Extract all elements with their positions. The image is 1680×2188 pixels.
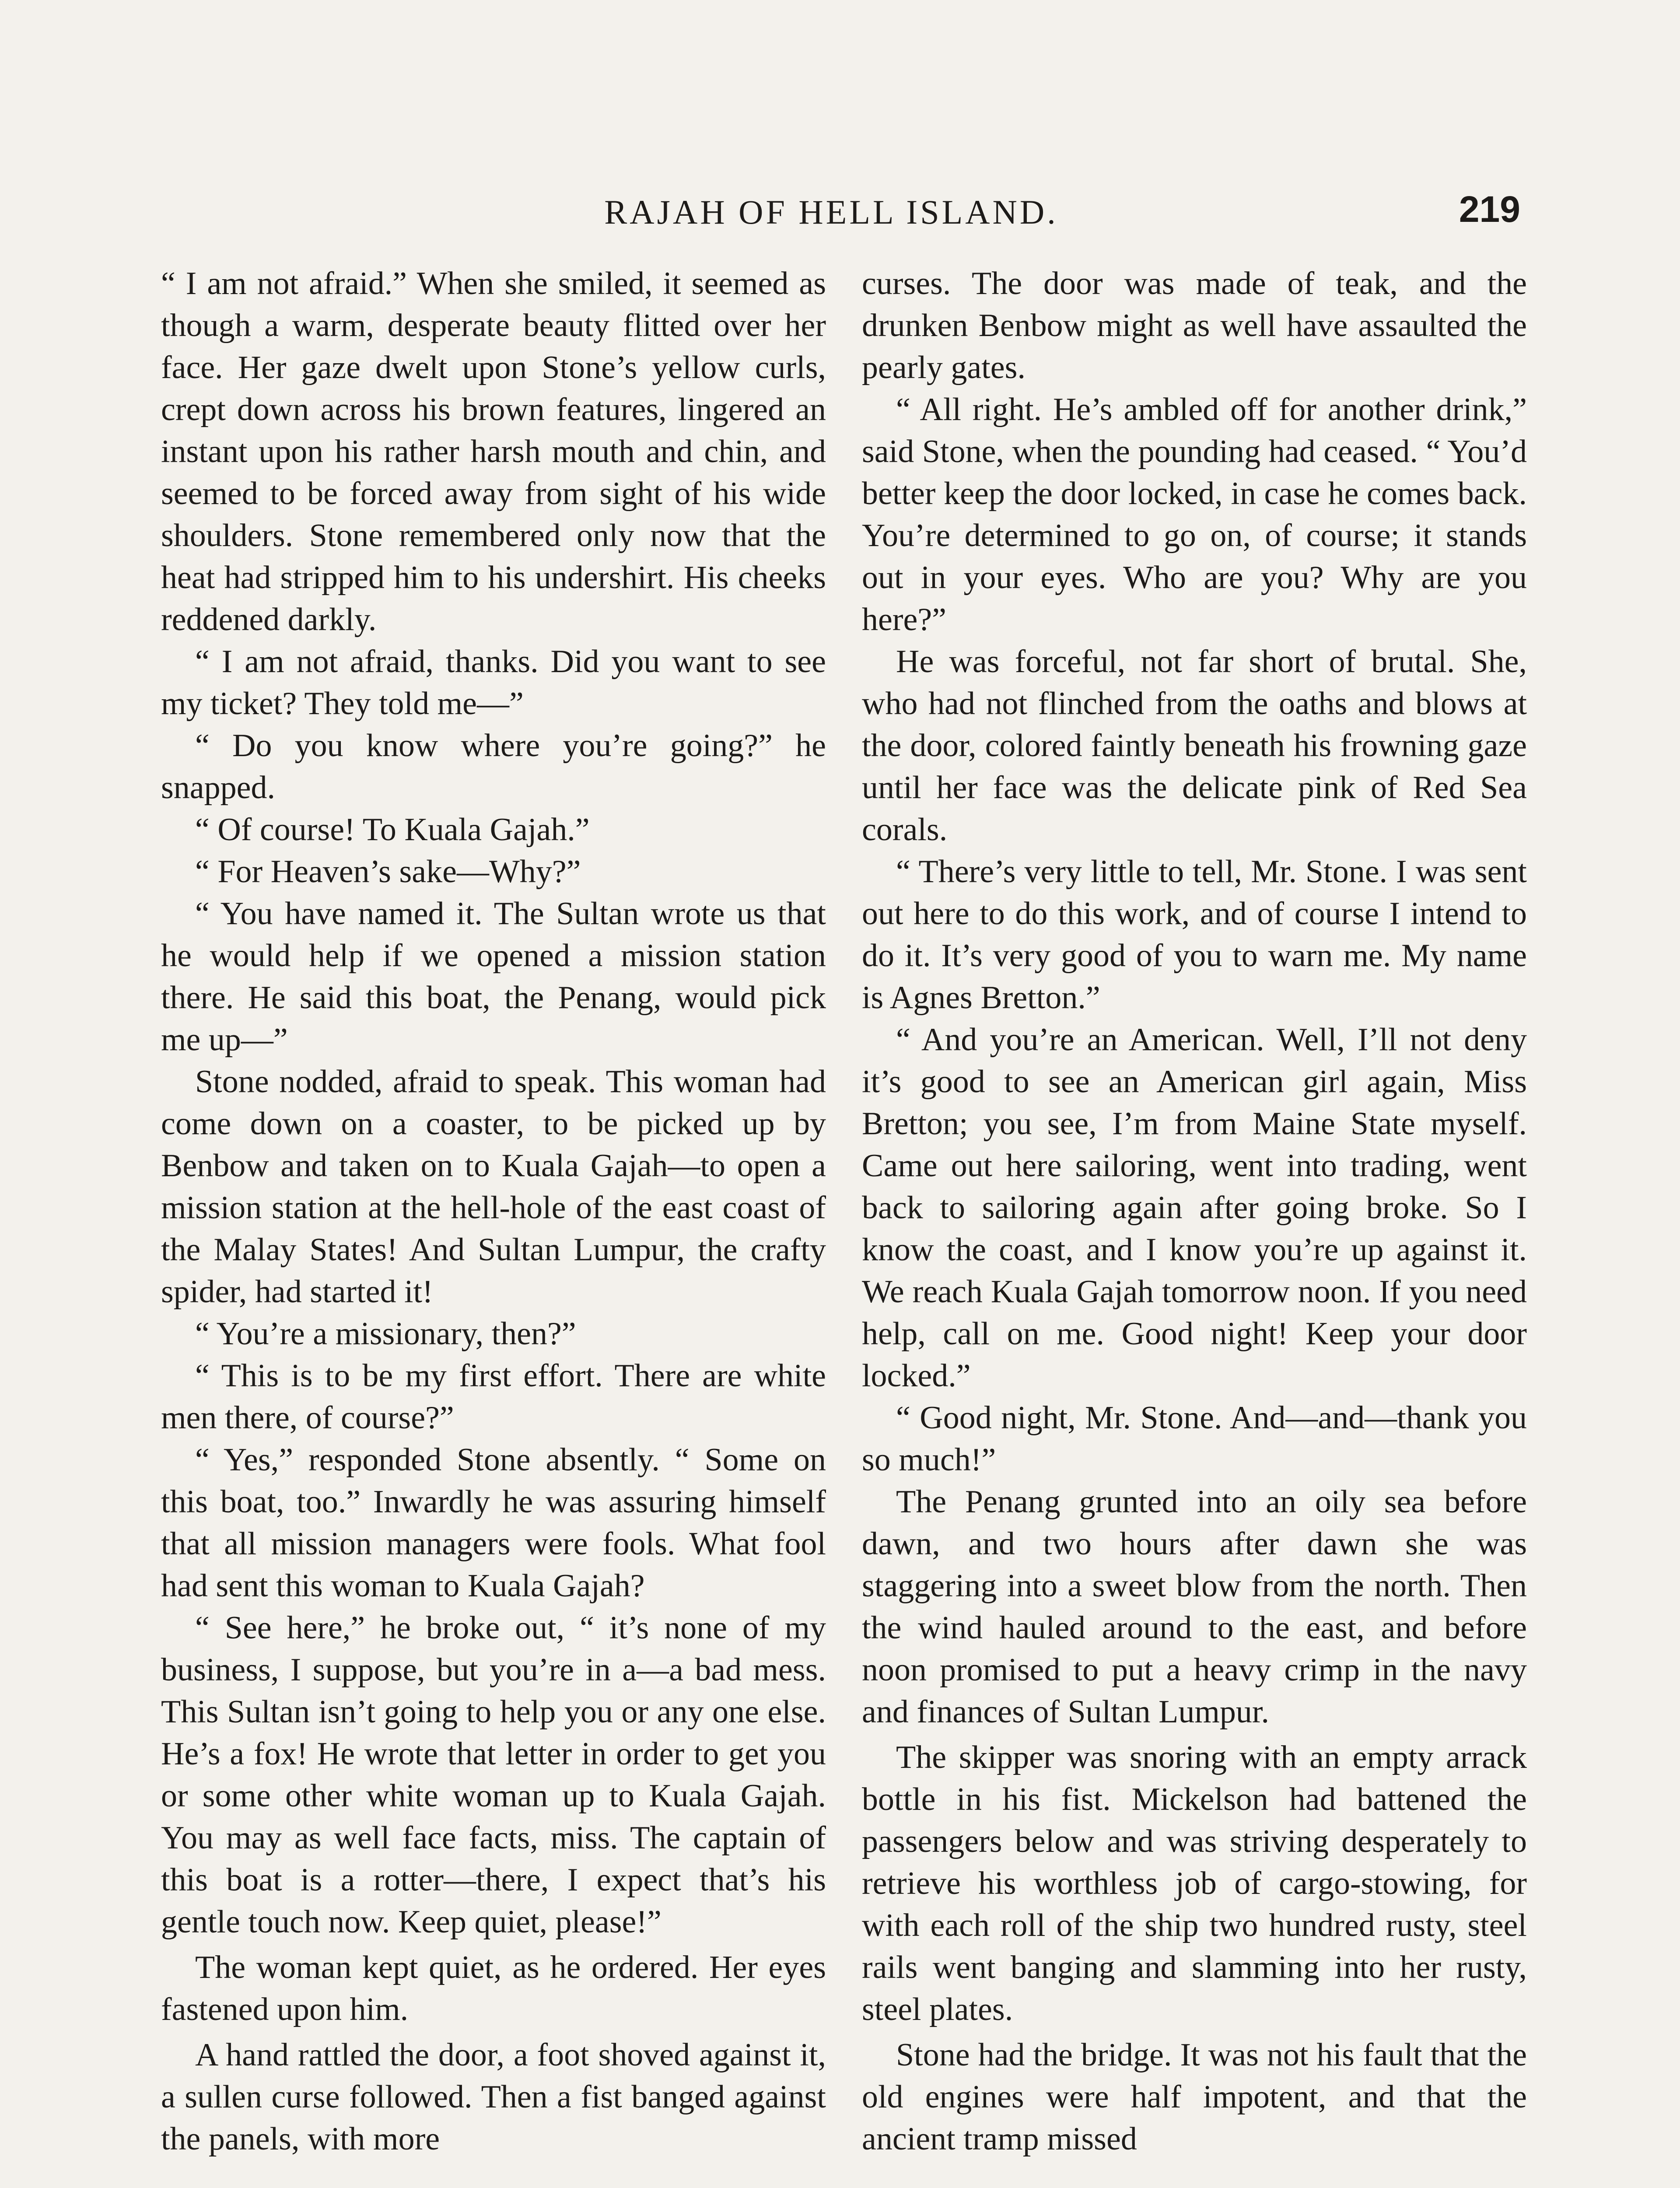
paragraph: The skipper was snoring with an empty arrack bottle in his fist. Mickelson had battened the passengers below and was striving desperately to retrieve his worthless job of cargo-stowing, for with each roll of the ship two hundred rusty, steel rails went banging and slamming into her rusty, steel plates. [862, 1739, 1527, 2027]
paragraph: “ For Heaven’s sake—Why?” [195, 854, 581, 890]
paragraph: “ Good night, Mr. Stone. And—and—thank you so much!” [862, 1400, 1527, 1478]
paragraph: “ Yes,” responded Stone absently. “ Some on this boat, too.” Inwardly he was assuring himself that all mission managers were fools. What fool had sent this woman to Kuala Gajah? [161, 1442, 826, 1604]
paragraph: “ I am not afraid.” When she smiled, it seemed as though a warm, desperate beauty flitted over her face. Her gaze dwelt upon Stone’s yellow curls, crept down across his brown features, lingered an instant upon his rather harsh mouth and chin, and seemed to be forced away from sight of his wide shoulders. Stone remembered only now that the heat had stripped him to his undershirt. His cheeks reddened darkly. [161, 266, 826, 638]
paragraph: “ Do you know where you’re going?” he snapped. [161, 728, 826, 806]
paragraph: “ This is to be my first effort. There are white men there, of course?” [161, 1358, 826, 1436]
paragraph: “ There’s very little to tell, Mr. Stone. I was sent out here to do this work, and of course I intend to do it. It’s very good of you to warn me. My name is Agnes Bretton.” [862, 854, 1527, 1016]
paragraph: “ You have named it. The Sultan wrote us that he would help if we opened a mission station there. He said this boat, the Penang, would pick me up—” [161, 896, 826, 1058]
paragraph: “ And you’re an American. Well, I’ll not deny it’s good to see an American girl again, Miss Bretton; you see, I’m from Maine State myself. Came out here sailoring, went into trading, went back to sailoring again after going broke. So I know the coast, and I know you’re up against it. We reach Kuala Gajah tomorrow noon. If you need help, call on me. Good night! Keep your door locked.” [862, 1022, 1527, 1394]
page-number: 219 [1459, 189, 1520, 230]
page-header [0, 188, 1680, 236]
paragraph: “ All right. He’s ambled off for another drink,” said Stone, when the pounding had ceased. “ You’d better keep the door locked, in case he comes back. You’re determined to go on, of course; it stands out in your eyes. Who are you? Why are you here?” [862, 392, 1527, 638]
paragraph: A hand rattled the door, a foot shoved against it, a sullen curse followed. Then a fist banged against the panels, with more [161, 2037, 826, 2157]
paragraph: “ You’re a missionary, then?” [195, 1316, 576, 1352]
running-head: RAJAH OF HELL ISLAND. [604, 193, 1058, 231]
paragraph: Stone had the bridge. It was not his fault that the old engines were half impotent, and that the ancient tramp missed [862, 2037, 1527, 2157]
paragraph: He was forceful, not far short of brutal. She, who had not flinched from the oaths and blows at the door, colored faintly beneath his frowning gaze until her face was the delicate pink of Red Sea corals. [862, 644, 1527, 848]
paragraph: “ See here,” he broke out, “ it’s none of my business, I suppose, but you’re in a—a bad mess. This Sultan isn’t going to help you or any one else. He’s a fox! He wrote that letter in order to get you or some other white woman up to Kuala Gajah. You may as well face facts, miss. The captain of this boat is a rotter—there, I expect that’s his gentle touch now. Keep quiet, please!” [161, 1610, 826, 1940]
paragraph: “ Of course! To Kuala Gajah.” [195, 812, 590, 848]
left-column [161, 263, 826, 2160]
paragraph: curses. The door was made of teak, and the drunken Benbow might as well have assaulted the pearly gates. [862, 266, 1527, 386]
paragraph: “ I am not afraid, thanks. Did you want to see my ticket? They told me—” [161, 644, 826, 722]
paragraph: The Penang grunted into an oily sea before dawn, and two hours after dawn she was staggering into a sweet blow from the north. Then the wind hauled around to the east, and before noon promised to put a heavy crimp in the navy and finances of Sultan Lumpur. [862, 1484, 1527, 1730]
paragraph: The woman kept quiet, as he ordered. Her eyes fastened upon him. [161, 1950, 826, 2027]
paragraph: Stone nodded, afraid to speak. This woman had come down on a coaster, to be picked up by Benbow and taken on to Kuala Gajah—to open a mission station at the hell-hole of the east coast of the Malay States! And Sultan Lumpur, the crafty spider, had started it! [161, 1064, 826, 1310]
right-column [862, 263, 1527, 2160]
